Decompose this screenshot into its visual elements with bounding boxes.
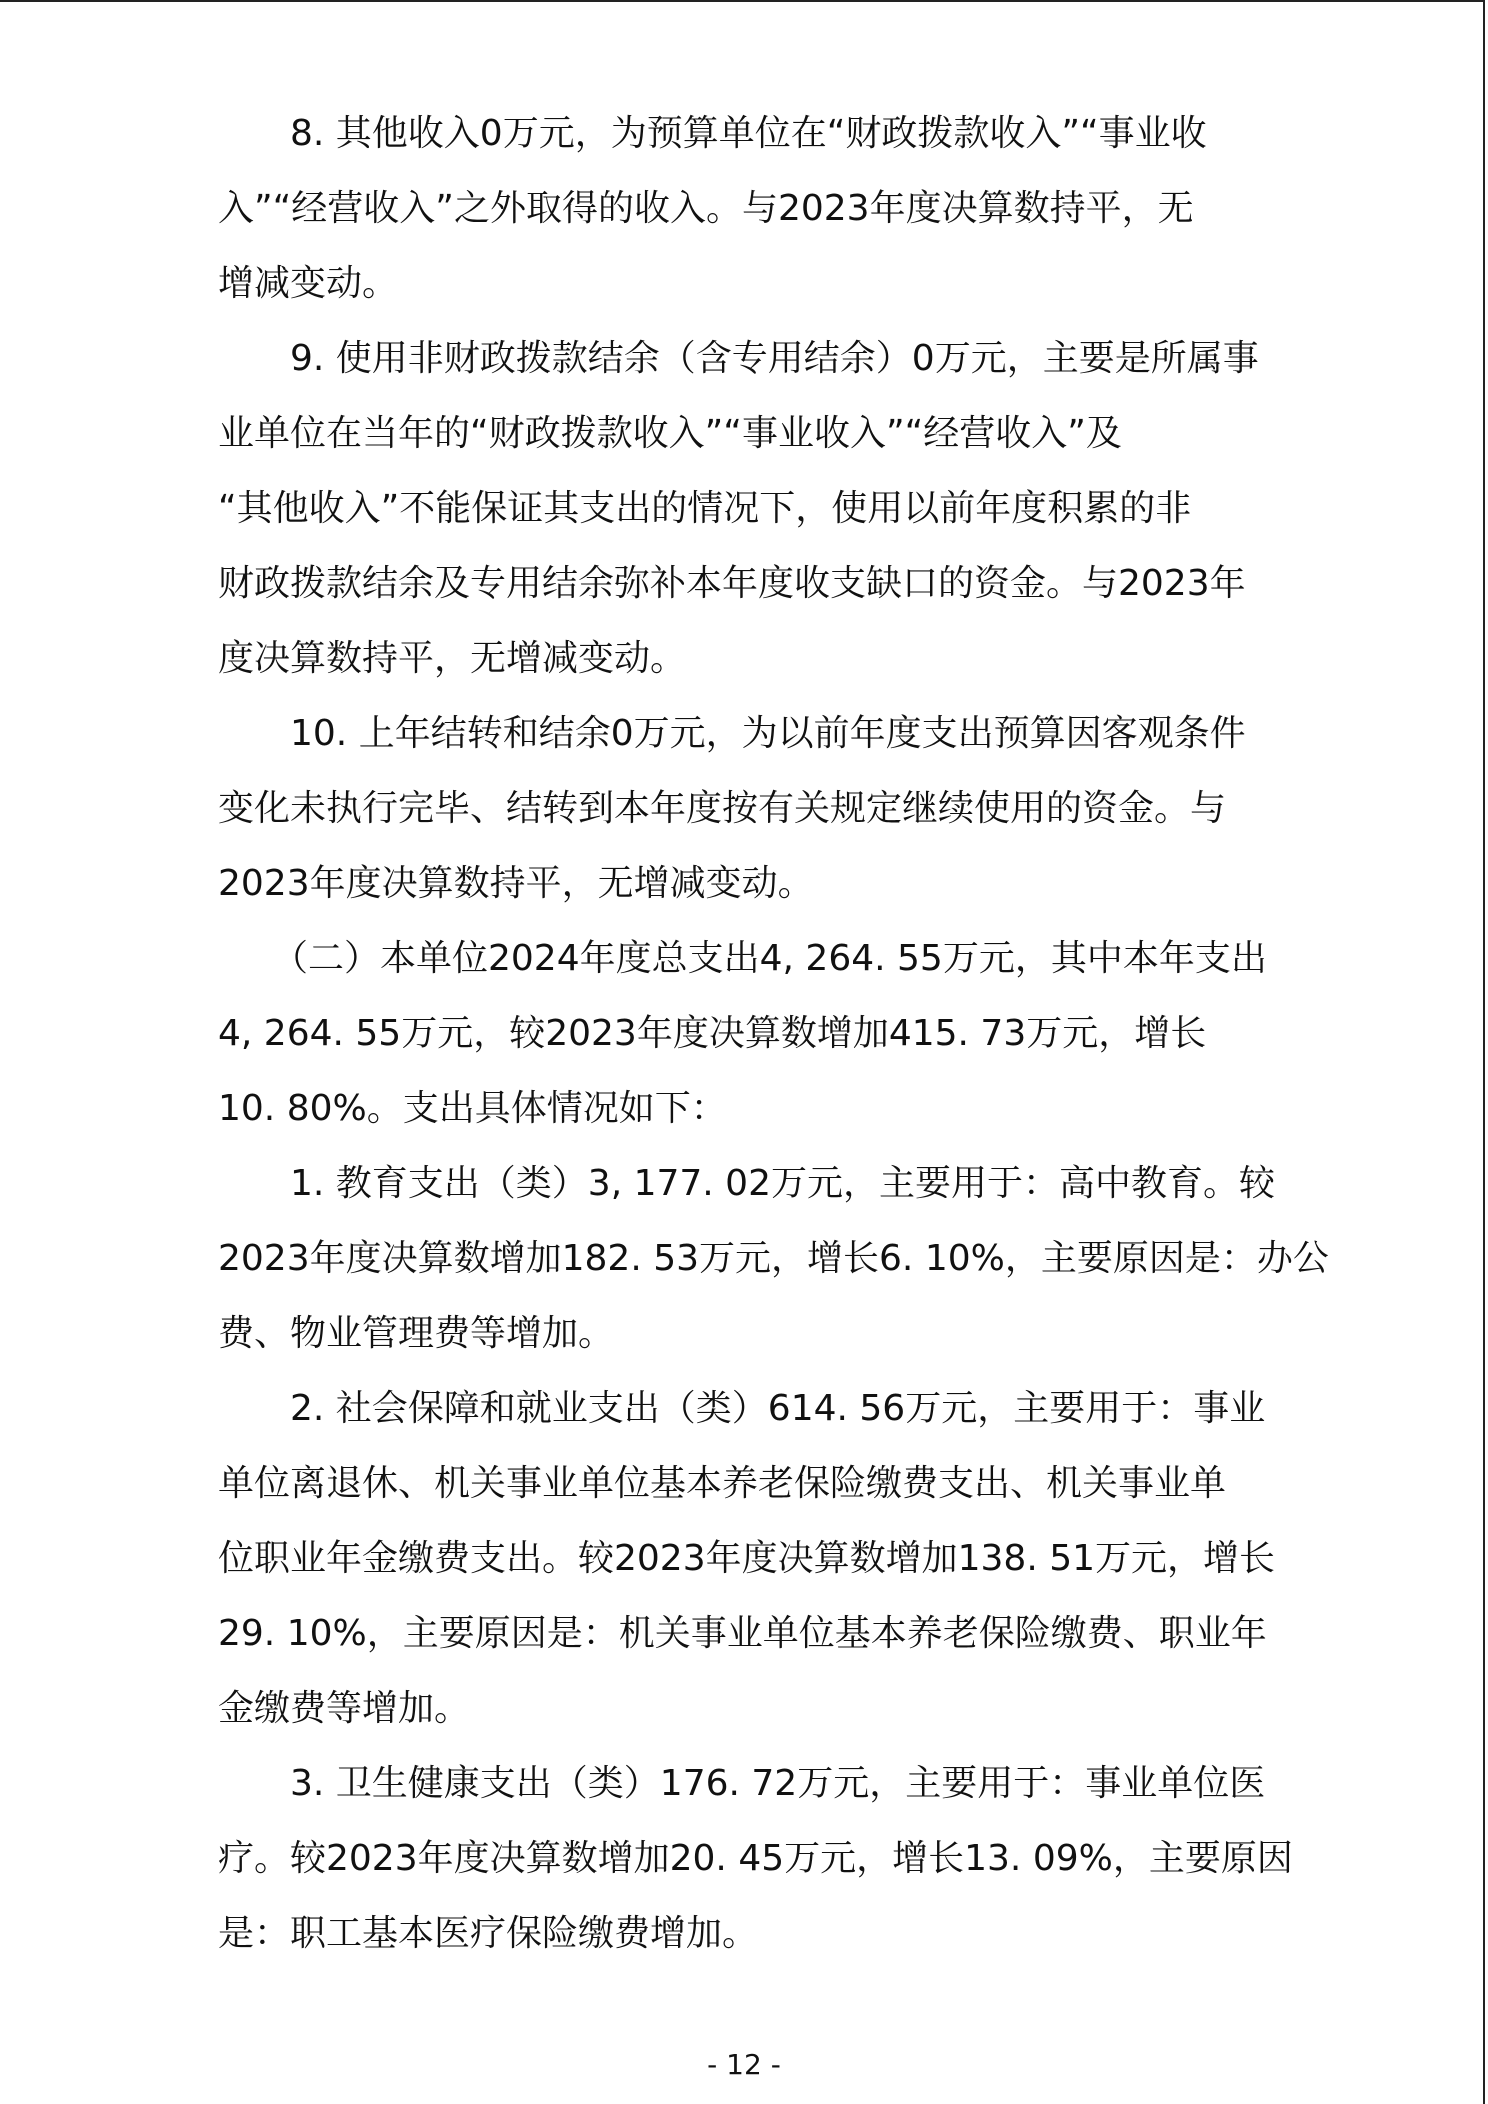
paragraph-health-expenditure	[218, 1746, 1293, 1971]
paragraph-education-expenditure	[218, 1146, 1329, 1371]
text-line: 2023年度决算数增加182. 53万元，增长6. 10%，主要原因是：办公	[218, 1238, 1329, 1279]
text-line: 费、物业管理费等增加。	[218, 1313, 615, 1354]
text-line: 2. 社会保障和就业支出（类）614. 56万元，主要用于：事业	[218, 1388, 1266, 1429]
text-line: “其他收入”不能保证其支出的情况下，使用以前年度积累的非	[218, 488, 1192, 529]
paragraph-carryover	[218, 696, 1288, 921]
text-line: 增减变动。	[218, 263, 399, 304]
text-line: 财政拨款结余及专用结余弥补本年度收支缺口的资金。与2023年	[218, 563, 1246, 604]
text-line: 8. 其他收入0万元，为预算单位在“财政拨款收入”“事业收	[218, 113, 1207, 154]
text-line: 单位离退休、机关事业单位基本养老保险缴费支出、机关事业单	[218, 1463, 1227, 1504]
text-line: 变化未执行完毕、结转到本年度按有关规定继续使用的资金。与	[218, 788, 1227, 829]
text-line: 金缴费等增加。	[218, 1688, 471, 1729]
text-line: 29. 10%，主要原因是：机关事业单位基本养老保险缴费、职业年	[218, 1613, 1267, 1654]
paragraph-other-income	[218, 96, 1288, 321]
paragraph-total-expenditure	[218, 921, 1288, 1146]
text-line: 9. 使用非财政拨款结余（含专用结余）0万元，主要是所属事	[218, 338, 1259, 379]
text-line: 疗。较2023年度决算数增加20. 45万元，增长13. 09%，主要原因	[218, 1838, 1293, 1879]
text-line: 业单位在当年的“财政拨款收入”“事业收入”“经营收入”及	[218, 413, 1122, 454]
text-line: 度决算数持平，无增减变动。	[218, 638, 687, 679]
text-line: 3. 卫生健康支出（类）176. 72万元，主要用于：事业单位医	[218, 1763, 1266, 1804]
text-line: 4, 264. 55万元，较2023年度决算数增加415. 73万元，增长	[218, 1013, 1207, 1054]
text-line: 10. 80%。支出具体情况如下：	[218, 1088, 727, 1129]
page-number: - 12 -	[707, 2048, 781, 2081]
text-line: 位职业年金缴费支出。较2023年度决算数增加138. 51万元，增长	[218, 1538, 1276, 1579]
text-line: 10. 上年结转和结余0万元，为以前年度支出预算因客观条件	[218, 713, 1246, 754]
text-line: （二）本单位2024年度总支出4, 264. 55万元，其中本年支出	[218, 938, 1267, 979]
text-line: 是：职工基本医疗保险缴费增加。	[218, 1913, 759, 1954]
paragraph-non-fiscal-surplus	[218, 321, 1288, 696]
text-line: 入”“经营收入”之外取得的收入。与2023年度决算数持平，无	[218, 188, 1194, 229]
text-line: 1. 教育支出（类）3, 177. 02万元，主要用于：高中教育。较	[218, 1163, 1275, 1204]
document-body	[218, 96, 1329, 1971]
paragraph-social-security-expenditure	[218, 1371, 1288, 1746]
text-line: 2023年度决算数持平，无增减变动。	[218, 863, 814, 904]
